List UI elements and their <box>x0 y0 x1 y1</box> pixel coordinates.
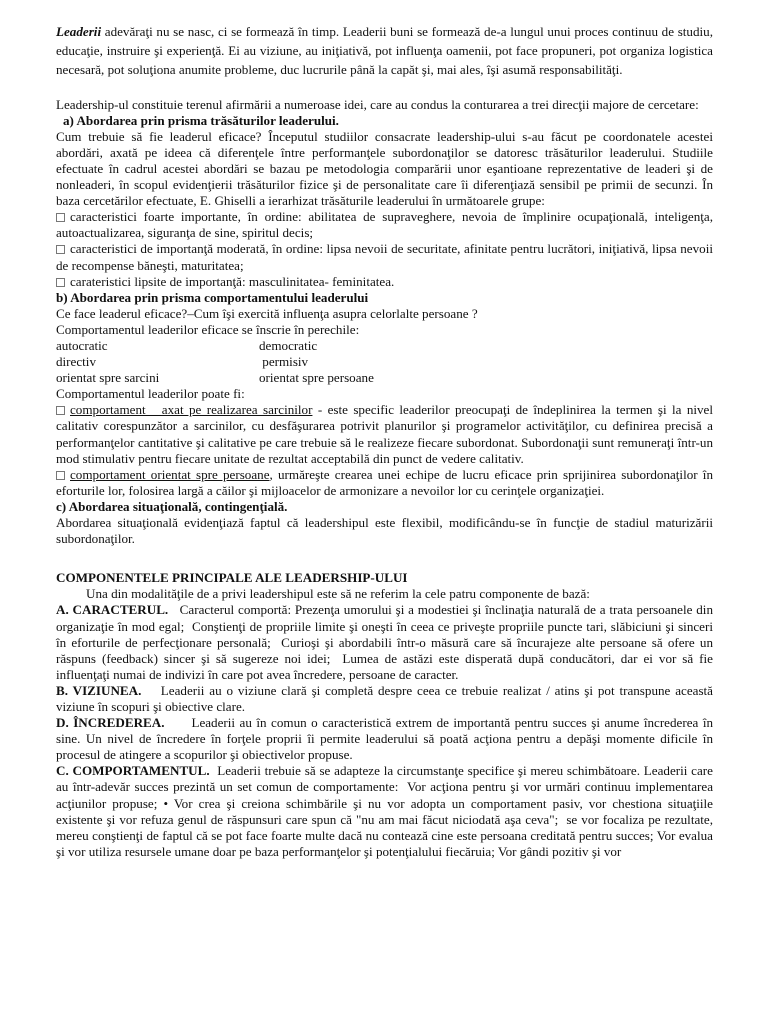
intro-lead-word: Leaderii <box>56 24 102 39</box>
paragraph-c: Abordarea situaţională evidenţiază faptul că leadershipul este flexibil, modificându-se în funcţie de stadiul maturizării subordonaţilor. <box>56 515 713 547</box>
pair-right: permisiv <box>259 354 309 370</box>
document-page <box>56 22 717 860</box>
checkbox-icon <box>56 213 65 222</box>
research-intro: Leadership-ul constituie terenul afirmării a numeroase idei, care au condus la conturarea a trei direcţii majore de cercetare: <box>56 96 699 112</box>
checkbox-icon <box>56 278 65 287</box>
component-behavior: C. COMPORTAMENTUL. Leaderii trebuie să se adapteze la circumstanţe specifice şi mereu schimbătoare. Leaderii care au într-adevăr succes prezintă un set comun de comportamente: Vor acţiona pentru şi vor urmări continuu implementarea acţiunilor propuse; • Vor crea şi creiona schimbările şi nu vor adopta un comportament pasiv, vor chestiona situaţiile existente şi vor refuza genul de răspunsuri care spun că "nu am mai făcut niciodată aşa ceva"; se vor focaliza pe rezultate, mereu conştienţi de faptul că se pot face foarte multe dacă nu contează cine este persoana creditată pentru succes; Vor evalua şi vor utiliza resursele umane doar pe baza performanţelor şi potenţialului fiecăruia; Vor gândi pozitiv şi vor <box>56 763 717 859</box>
components-heading: COMPONENTELE PRINCIPALE ALE LEADERSHIP-ULUI <box>56 570 408 586</box>
component-vision: B. VIZIUNEA. Leaderii au o viziune clară şi completă despre ceea ce trebuie realizat / atins şi pot transpune această viziune în scopuri şi obiective clare. <box>56 682 717 714</box>
component-trust: D. ÎNCREDEREA. Leaderii au în comun o caracteristică extrem de importantă pentru succes şi anume încrederea în sine. Un nivel de încredere în forţele proprii îi permite leaderului să poată acţiona pentru a depăşi momente dificile în procesul de atingere a scopurilor şi obiectivelor propuse. <box>56 715 717 763</box>
pair-right: democratic <box>259 338 318 354</box>
question-b: Ce face leaderul eficace?–Cum îşi exercită influenţa asupra celorlalte persoane ? <box>56 305 478 321</box>
intro-paragraph <box>56 22 713 80</box>
pair-left: autocratic <box>56 338 108 354</box>
checkbox-icon <box>56 406 65 415</box>
checkbox-icon <box>56 471 65 480</box>
pair-right: orientat spre persoane <box>259 370 374 386</box>
bullet-a-3: carateristici lipsite de importanţă: masculinitatea- feminitatea. <box>56 274 713 290</box>
component-label: C. COMPORTAMENTUL. <box>56 763 210 779</box>
heading-a: a) Abordarea prin prisma trăsăturilor leaderului. <box>63 112 339 128</box>
pair-left: orientat spre sarcini <box>56 370 160 386</box>
intro-section <box>56 22 713 80</box>
component-character: A. CARACTERUL. Caracterul comportă: Prezenţa umorului şi a modestiei şi înclinaţia naturală de a trata persoanele din organizaţie în mod egal; Conştienţi de propriile limite şi oneşti în ceea ce priveşte propriile puncte tari, slăbiciuni şi sinceri în eforturile de perfecţionare personală; Curioşi şi abordabili într-o măsură care să încurajeze alte persoane să ofere un răspuns (feedback) sincer şi să sugereze noi idei; Lumea de astăzi este disperată după conducători, dar ei vor să fie influenţaţi numai de indivizi în care pot avea încredere, persoane de caracter. <box>56 602 717 682</box>
heading-c: c) Abordarea situaţională, contingenţială. <box>56 498 288 514</box>
pairs-intro: Comportamentul leaderilor eficace se înscrie în perechile: <box>56 321 360 337</box>
components-intro: Una din modalităţile de a privi leadershipul este să ne referim la cele patru componente de bază: <box>86 586 590 602</box>
heading-b: b) Abordarea prin prisma comportamentului leaderului <box>56 289 369 305</box>
intro-text: adevăraţi nu se nasc, ci se formează în timp. Leaderii buni se formează de-a lungul unui proces continuu de studiu, educaţie, instruire şi experienţă. Ei au viziune, au iniţiativă, pot influenţa oamenii, pot face propuneri, pot organiza logistica necesară, pot soluţiona anumite probleme, duc lucrurile până la capăt şi, mai ales, îşi asumă responsabilităţi. <box>56 24 713 78</box>
component-label: B. VIZIUNEA. <box>56 682 142 698</box>
checkbox-icon <box>56 245 65 254</box>
bullet-b-1: comportament axat pe realizarea sarcinilor - este specific leaderilor preocupaţi de îndeplinirea la termen şi la nivel calitativ corespunzător a sarcinilor, cu desfăşurarea potrivit planurilor şi programelor activităţilor, cu definirea precisă a performanţelor cantitative şi calitative pe care trebuie să le realizeze fiecare subordonat. Subordonaţii sunt remuneraţi într-un mod stimulativ pentru fiecare unitate de rezultat acceptabilă din punct de vedere calitativ. <box>56 402 713 466</box>
bullet-a-2: caracteristici de importanţă moderată, în ordine: lipsa nevoii de securitate, afinitate pentru lucrători, iniţiativă, lipsa nevoii de recompense băneşti, maturitatea; <box>56 241 713 273</box>
behavior-pairs <box>56 338 713 386</box>
can-be-line: Comportamentul leaderilor poate fi: <box>56 386 245 402</box>
component-label: D. ÎNCREDEREA. <box>56 715 165 731</box>
component-label: A. CARACTERUL. <box>56 602 169 618</box>
pair-left: directiv <box>56 354 96 370</box>
paragraph-a: Cum trebuie să fie leaderul eficace? Începutul studiilor consacrate leadership-ului s-au făcut pe coordonatele acestei abordări, axată pe ideea că diferenţele între performanţele subordonaţilor se datoresc trăsăturilor leaderului. Studiile efectuate în cadrul acestei abordări se bazau pe metodologia comparării unor eşantioane reprezentative de leaderi şi de nonleaderi, în scopul evidenţierii trăsăturilor fizice şi de personalitate care îi diferenţiază sensibil pe primii de secunzi. În baza cercetărilor efectuate, E. Ghiselli a ierarhizat trăsăturile leaderului în următoarele grupe: <box>56 128 713 209</box>
bullet-a-1: caracteristici foarte importante, în ordine: abilitatea de supraveghere, nevoia de împlinire ocupaţională, inteligenţa, autoactualizarea, siguranţa de sine, spiritul decis; <box>56 209 713 241</box>
bullet-b-2: comportament orientat spre persoane, urmăreşte crearea unei echipe de lucru eficace prin sprijinirea subordonaţilor în eforturile lor, folosirea largă a căilor şi mijloacelor de armonizare a nevoilor lor cu cerinţele organizaţiei. <box>56 466 713 498</box>
